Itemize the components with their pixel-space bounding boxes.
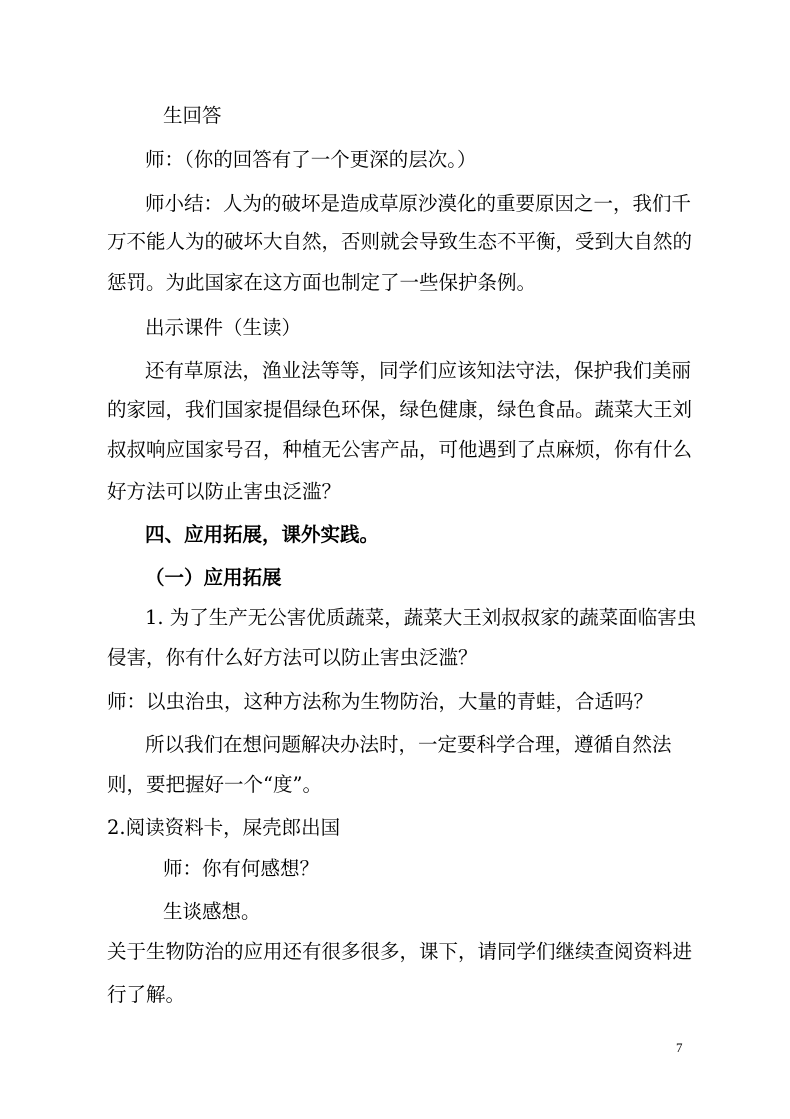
paragraph-laws-line-2: 的家园，我们国家提倡绿色环保，绿色健康，绿色食品。蔬菜大王刘 [107, 398, 693, 421]
paragraph-student-answer: 生回答 [163, 104, 222, 127]
paragraph-teacher-remark: 师：（你的回答有了一个更深的层次。） [145, 148, 477, 171]
paragraph-summary-line-3: 惩罚。为此国家在这方面也制定了一些保护条例。 [107, 271, 537, 294]
paragraph-laws-line-3: 叔叔响应国家号召，种植无公害产品，可他遇到了点麻烦，你有什么 [107, 438, 693, 461]
paragraph-science-line-1: 所以我们在想问题解决办法时，一定要科学合理，遵循自然法 [145, 733, 672, 756]
paragraph-science-line-2: 则，要把握好一个“度”。 [107, 773, 322, 796]
paragraph-student-thoughts: 生谈感想。 [163, 900, 261, 923]
paragraph-closing-line-2: 行了解。 [107, 983, 186, 1006]
paragraph-summary-line-1: 师小结：人为的破坏是造成草原沙漠化的重要原因之一，我们千 [145, 192, 692, 215]
heading-section-four: 四、应用拓展，课外实践。 [145, 523, 380, 546]
heading-application: （一）应用拓展 [145, 566, 282, 589]
paragraph-reading-card: 2.阅读资料卡，屎壳郎出国 [107, 816, 341, 839]
paragraph-summary-line-2: 万不能人为的破坏大自然，否则就会导致生态不平衡，受到大自然的 [107, 230, 693, 253]
page-number: 7 [676, 1040, 683, 1055]
paragraph-biological-control: 师：以虫治虫，这种方法称为生物防治，大量的青蛙，合适吗？ [107, 690, 654, 713]
paragraph-question-1-line-1: 1. 为了生产无公害优质蔬菜，蔬菜大王刘叔叔家的蔬菜面临害虫 [145, 606, 697, 629]
paragraph-question-1-line-2: 侵害，你有什么好方法可以防止害虫泛滥？ [107, 646, 478, 669]
paragraph-teacher-question: 师：你有何感想？ [163, 857, 320, 880]
paragraph-laws-line-4: 好方法可以防止害虫泛滥？ [107, 480, 342, 503]
paragraph-closing-line-1: 关于生物防治的应用还有很多很多，课下，请同学们继续查阅资料进 [107, 940, 693, 963]
paragraph-laws-line-1: 还有草原法，渔业法等等，同学们应该知法守法，保护我们美丽 [145, 359, 692, 382]
paragraph-show-courseware: 出示课件（生读） [145, 316, 302, 339]
